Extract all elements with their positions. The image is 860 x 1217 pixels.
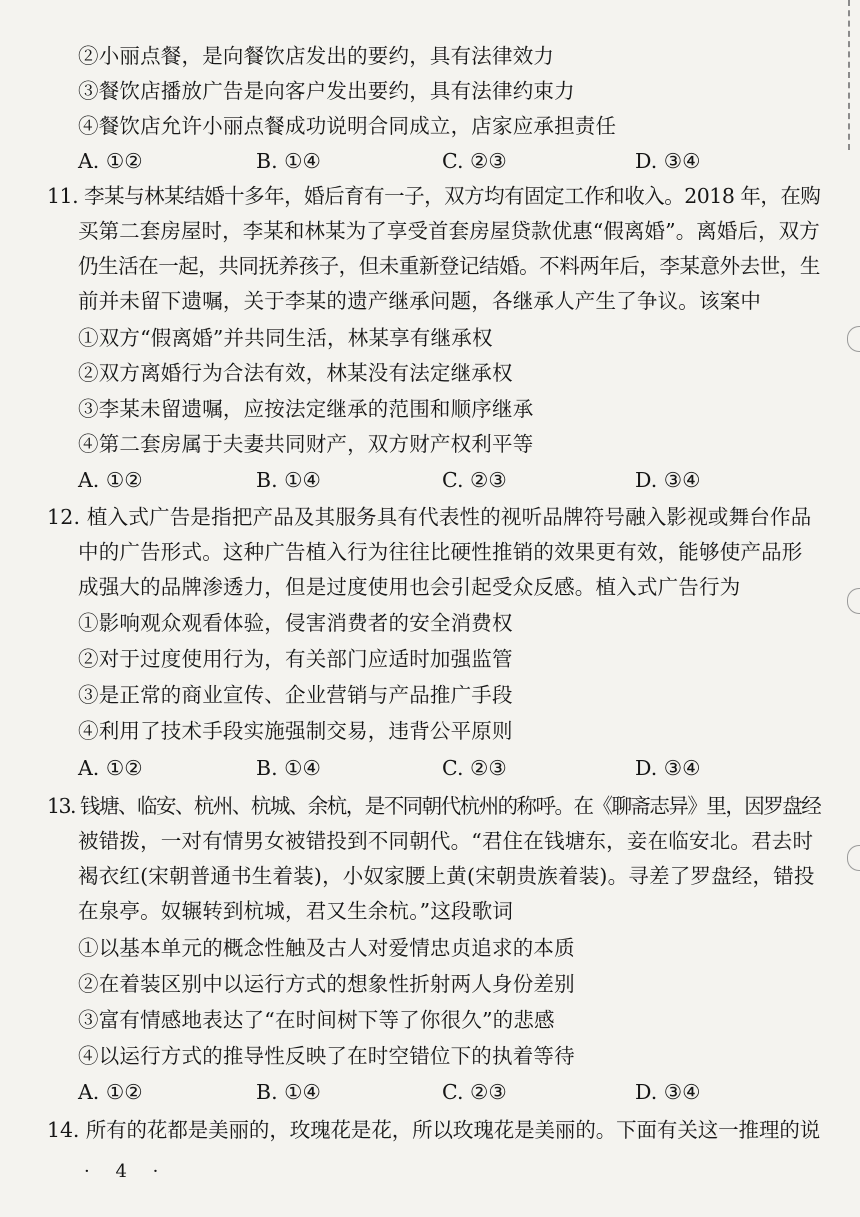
q12-item-4: ④利用了技术手段实施强制交易，违背公平原则 — [78, 719, 513, 743]
binding-hole-mark — [847, 845, 860, 871]
q13-option-b: B. ①④ — [256, 1080, 321, 1104]
q11-stem-line: 仍生活在一起，共同抚养孩子，但未重新登记结婚。不料两年后，李某意外去世，生 — [78, 254, 820, 278]
scan-edge-mark — [848, 0, 860, 150]
q11-item-3: ③李某未留遗嘱，应按法定继承的范围和顺序继承 — [78, 397, 534, 421]
binding-hole-mark — [847, 588, 860, 614]
q11-stem-line: 买第二套房屋时，李某和林某为了享受首套房屋贷款优惠“假离婚”。离婚后，双方 — [78, 219, 820, 243]
q12-option-a: A. ①② — [78, 756, 143, 780]
q12-stem-line: 中的广告形式。这种广告植入行为往往比硬性推销的效果更有效，能够使产品形 — [78, 540, 803, 564]
q10-item-3: ③餐饮店播放广告是向客户发出要约，具有法律约束力 — [78, 79, 575, 103]
q11-stem-line: 前并未留下遗嘱，关于李某的遗产继承问题，各继承人产生了争议。该案中 — [78, 289, 762, 313]
q13-stem-line: 在泉亭。奴辗转到杭城，君又生余杭。”这段歌词 — [78, 899, 514, 923]
q13-stem-line: 被错拨，一对有情男女被错投到不同朝代。“君住在钱塘东，妾在临安北。君去时 — [78, 829, 814, 853]
q12-stem-line: 12. 植入式广告是指把产品及其服务具有代表性的视听品牌符号融入影视或舞台作品 — [47, 505, 812, 529]
q11-stem-line: 11. 李某与林某结婚十多年，婚后育有一子，双方均有固定工作和收入。2018 年，在购 — [47, 184, 821, 208]
q12-item-1: ①影响观众观看体验，侵害消费者的安全消费权 — [78, 611, 513, 635]
binding-hole-mark — [847, 326, 860, 352]
page-number: · 4 · — [84, 1161, 169, 1182]
q13-option-a: A. ①② — [78, 1080, 143, 1104]
q10-option-d: D. ③④ — [635, 149, 701, 173]
q12-option-d: D. ③④ — [635, 756, 701, 780]
q13-item-3: ③富有情感地表达了“在时间树下等了你很久”的悲感 — [78, 1008, 555, 1032]
q10-item-2: ②小丽点餐，是向餐饮店发出的要约，具有法律效力 — [78, 44, 555, 68]
q11-item-1: ①双方“假离婚”并共同生活，林某享有继承权 — [78, 326, 493, 350]
q10-option-b: B. ①④ — [256, 149, 321, 173]
q14-stem-line: 14. 所有的花都是美丽的，玫瑰花是花，所以玫瑰花是美丽的。下面有关这一推理的说 — [47, 1118, 821, 1142]
q13-item-1: ①以基本单元的概念性触及古人对爱情忠贞追求的本质 — [78, 936, 575, 960]
q10-option-a: A. ①② — [78, 149, 143, 173]
q13-stem-line: 13. 钱塘、临安、杭州、杭城、余杭，是不同朝代杭州的称呼。在《聊斋志异》里，因罗盘经 — [47, 794, 821, 818]
q11-option-b: B. ①④ — [256, 468, 321, 492]
q11-option-c: C. ②③ — [442, 468, 507, 492]
q12-stem-line: 成强大的品牌渗透力，但是过度使用也会引起受众反感。植入式广告行为 — [78, 575, 741, 599]
q12-item-2: ②对于过度使用行为，有关部门应适时加强监管 — [78, 647, 513, 671]
q11-item-2: ②双方离婚行为合法有效，林某没有法定继承权 — [78, 361, 513, 385]
q13-stem-line: 褐衣红(宋朝普通书生着装)，小奴家腰上黄(宋朝贵族着装)。寻差了罗盘经，错投 — [78, 864, 815, 888]
q12-item-3: ③是正常的商业宣传、企业营销与产品推广手段 — [78, 683, 513, 707]
q12-option-b: B. ①④ — [256, 756, 321, 780]
q13-item-2: ②在着装区别中以运行方式的想象性折射两人身份差别 — [78, 972, 575, 996]
q10-option-c: C. ②③ — [442, 149, 507, 173]
q10-item-4: ④餐饮店允许小丽点餐成功说明合同成立，店家应承担责任 — [78, 114, 617, 138]
q12-option-c: C. ②③ — [442, 756, 507, 780]
q13-option-c: C. ②③ — [442, 1080, 507, 1104]
q11-option-a: A. ①② — [78, 468, 143, 492]
q11-item-4: ④第二套房属于夫妻共同财产，双方财产权利平等 — [78, 432, 534, 456]
q13-item-4: ④以运行方式的推导性反映了在时空错位下的执着等待 — [78, 1044, 575, 1068]
q13-option-d: D. ③④ — [635, 1080, 701, 1104]
q11-option-d: D. ③④ — [635, 468, 701, 492]
